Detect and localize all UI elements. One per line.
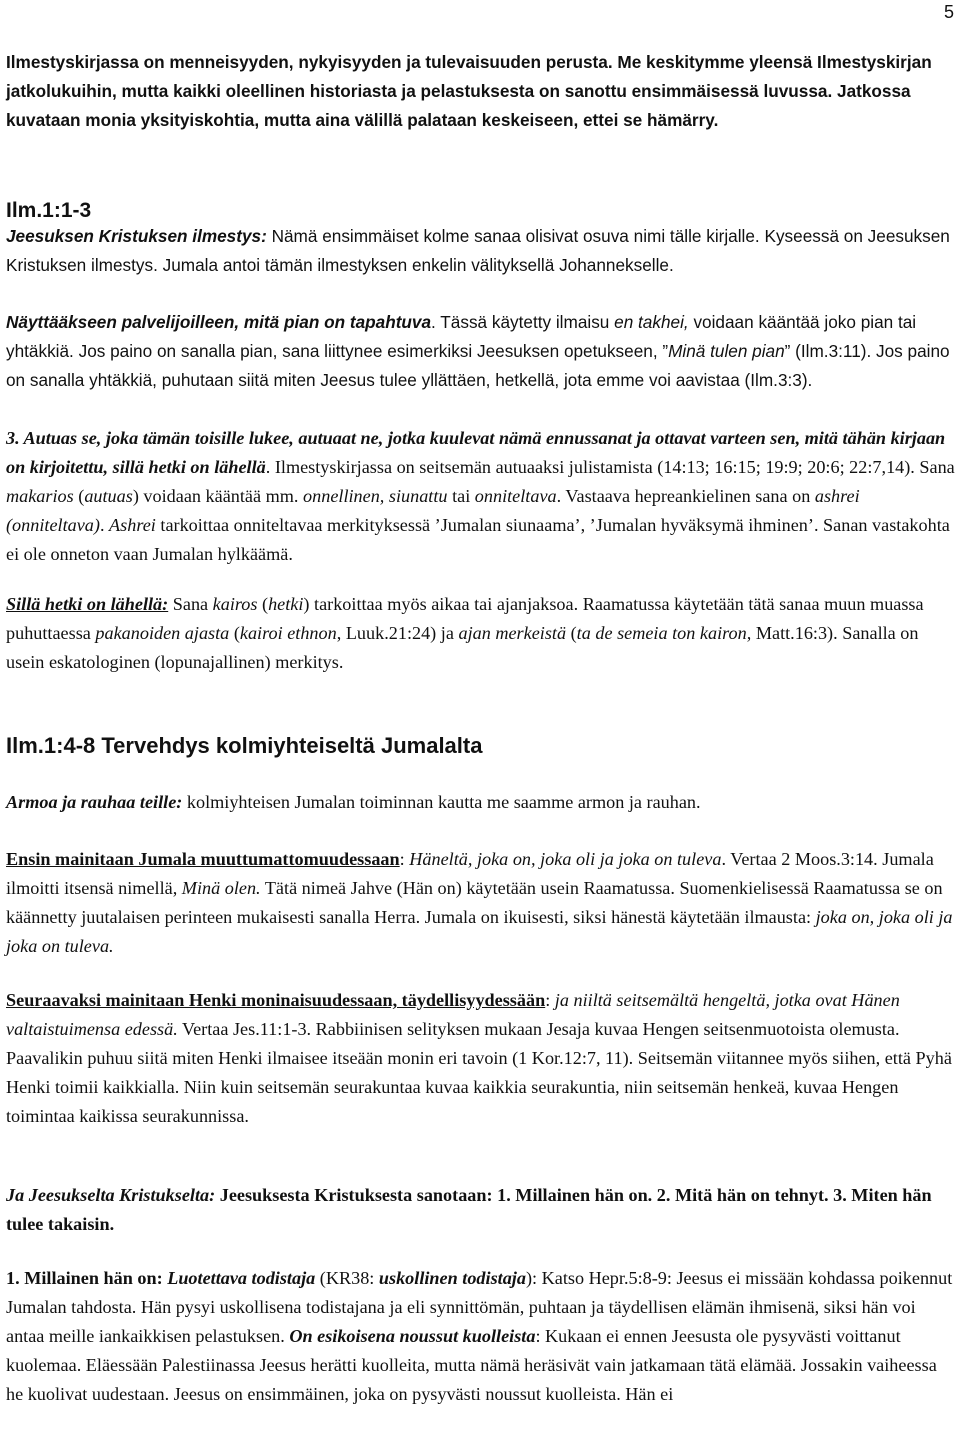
s1-p3-italic-4: onniteltava (474, 486, 557, 506)
s2-p2-italic-2: Minä olen. (181, 878, 261, 898)
s2-p5-lead: 1. Millainen hän on: (6, 1268, 168, 1288)
s2-paragraph-5 (6, 1264, 958, 1409)
s1-p3-term: 3. Autuas se, joka tämän toisille lukee, autuaat ne, jotka kuulevat nämä ennussanat ja ottavat varteen sen, mitä tähän kirjaan on kirjoitettu, sillä hetki on lähellä (6, 428, 946, 477)
s1-paragraph-2 (6, 308, 956, 395)
s2-p2-italic-3: joka on, joka oli ja joka on tuleva. (6, 907, 953, 956)
s2-paragraph-2 (6, 845, 958, 961)
s1-p3-italic-3: onnellinen, siunattu (303, 486, 448, 506)
s1-p1-term: Jeesuksen Kristuksen ilmestys: (6, 226, 267, 246)
s2-p5-term-3: On esikoisena noussut kuolleista (289, 1326, 536, 1346)
page-number: 5 (943, 2, 954, 22)
s1-p2-text-b: voidaan kääntää joko pian tai yhtäkkiä. Jos paino on sanalla pian, sana liittynee esimerkiksi Jeesuksen opetukseen, ” (6, 312, 917, 361)
s2-p5-text-a: (KR38: (315, 1268, 379, 1288)
s1-p4-text-c: ) tarkoittaa myös aikaa tai ajanjaksoa. Raamatussa käytetään tätä sanaa muun muassa puhuttaessa (6, 594, 924, 643)
s2-p3-term: Seuraavaksi mainitaan Henki moninaisuudessaan, täydellisyydessään (6, 990, 546, 1010)
s2-p1-term: Armoa ja rauhaa teille: (6, 792, 183, 812)
s1-p2-text-a: . Tässä käytetty ilmaisu (431, 312, 615, 332)
s2-p5-term-1: Luotettava todistaja (167, 1268, 316, 1288)
s1-p2-term: Näyttääkseen palvelijoilleen, mitä pian on tapahtuva (6, 312, 432, 332)
s1-paragraph-3 (6, 424, 958, 569)
s1-p3-italic-6: Ashrei (109, 515, 156, 535)
s1-p3-text-d: tai (447, 486, 475, 506)
s1-p3-text-b: ( (73, 486, 85, 506)
s2-p4-term: Ja Jeesukselta Kristukselta: (6, 1185, 216, 1205)
s1-p3-text-g: tarkoittaa onniteltavaa merkityksessä ’Jumalan siunaama’, ’Jumalan hyväksymä ihminen’. Sanan vastakohta ei ole onneton vaan Jumalan hylkäämä. (6, 515, 950, 564)
s1-p2-italic-2: Minä tulen pian (668, 341, 785, 361)
s1-p4-text-g: Matt.16:3). Sanalla on usein eskatologinen (lopunajallinen) merkitys. (6, 623, 919, 672)
s2-p3-text-b: Vertaa Jes.11:1-3. Rabbiinisen selityksen mukaan Jesaja kuvaa Hengen seitsenmuotoista olemusta. Paavalikin puhuu siitä miten Henki ilmaisee itseään monin eri tavoin (1 Kor.12:7, 11). Seitsemän viitannee myös siihen, että Pyhä Henki toimii kaikkialla. Niin kuin seitsemän seurakuntaa kuvaa kaikkia seurakuntia, niin seitsemän henkeä, kuvaa Hengen toimintaa kaikissa seurakunnissa. (6, 1019, 952, 1126)
s2-p2-term: Ensin mainitaan Jumala muuttumattomuudessaan (6, 849, 400, 869)
s1-p4-italic-6: ta de semeia ton kairon, (576, 623, 752, 643)
s1-p4-italic-3: pakanoiden ajasta (95, 623, 230, 643)
s1-p4-text-d: ( (229, 623, 240, 643)
s1-p3-italic-5: ashrei (onniteltava) (6, 486, 860, 535)
s1-p3-text-a: . Ilmestyskirjassa on seitsemän autuaaksi julistamista (14:13; 16:15; 19:9; 20:6; 22:7,14). Sana (265, 457, 955, 477)
s2-paragraph-1 (6, 788, 958, 817)
s2-p4-text: Jeesuksesta Kristuksesta sanotaan: 1. Millainen hän on. 2. Mitä hän on tehnyt. 3. Miten hän tulee takaisin. (6, 1185, 932, 1234)
s1-paragraph-1 (6, 222, 956, 280)
s2-p2-text-c: Tätä nimeä Jahve (Hän on) käytetään usein Raamatussa. Suomenkielisessä Raamatussa se on käännetty juutalaisen perinteen mukaisesti sanalla Herra. Jumala on ikuisesti, siksi hänestä käytetään ilmausta: (6, 878, 943, 927)
s1-paragraph-4 (6, 590, 958, 677)
s1-p4-italic-5: ajan merkeistä (458, 623, 567, 643)
s1-p3-italic-1: makarios (6, 486, 74, 506)
s2-paragraph-3 (6, 986, 958, 1131)
intro-text: Ilmestyskirjassa on menneisyyden, nykyisyyden ja tulevaisuuden perusta. Me keskitymme yleensä Ilmestyskirjan jatkolukuihin, mutta kaikki oleellinen historiasta ja pelastuksesta on sanottu ensimmäisessä luvussa. Jatkossa kuvataan monia yksityiskohtia, mutta aina välillä palataan keskeiseen, ettei se hämärry. (6, 52, 932, 130)
s1-p1-text: Nämä ensimmäiset kolme sanaa olisivat osuva nimi tälle kirjalle. Kyseessä on Jeesuksen Kristuksen ilmestys. Jumala antoi tämän ilmestyksen enkelin välityksellä Johannekselle. (6, 226, 950, 275)
s2-p1-text: kolmiyhteisen Jumalan toiminnan kautta me saamme armon ja rauhan. (182, 792, 701, 812)
s1-p4-italic-2: hetki (268, 594, 304, 614)
s1-p4-text-e: , Luuk.21:24) ja (336, 623, 459, 643)
s1-p4-italic-1: kairos (212, 594, 258, 614)
s1-p4-text-b: ( (257, 594, 269, 614)
s1-p3-text-e: . Vastaava hepreankielinen sana on (556, 486, 815, 506)
s2-p3-text-a: : (545, 990, 555, 1010)
s1-p4-term: Sillä hetki on lähellä: (6, 594, 169, 614)
s1-p3-italic-2: autuas (84, 486, 133, 506)
section-heading-1: Ilm.1:1-3 (6, 199, 92, 222)
s2-p3-italic-1: ja niiltä seitsemältä hengeltä, jotka ovat Hänen valtaistuimensa edessä. (6, 990, 900, 1039)
intro-paragraph (6, 48, 954, 135)
s2-p2-italic-1: Häneltä, joka on, joka oli ja joka on tuleva (409, 849, 722, 869)
s1-p2-text-c: ” (Ilm.3:11). Jos paino on sanalla yhtäkkiä, puhutaan siitä miten Jeesus tulee yllättäen, hetkellä, jota emme voi aavistaa (Ilm.3:3). (6, 341, 950, 390)
s1-p2-italic-1: en takhei, (614, 312, 689, 332)
section-heading-2: Ilm.1:4-8 Tervehdys kolmiyhteiseltä Jumalalta (6, 733, 483, 758)
s1-p3-text-f: . (99, 515, 110, 535)
s1-p4-text-f: ( (566, 623, 577, 643)
s1-p3-text-c: ) voidaan kääntää mm. (132, 486, 304, 506)
s1-p4-text-a: Sana (168, 594, 213, 614)
s2-p5-text-c: : Kukaan ei ennen Jeesusta ole pysyvästi voittanut kuolemaa. Eläessään Palestiinassa Jeesus herätti kuolleita, mutta nämä heräsivät vain jatkamaan tätä elämää. Jossakin vaiheessa he kuolivat uudestaan. Jeesus on ensimmäinen, joka on pysyvästi noussut kuolleista. Hän ei (6, 1326, 937, 1404)
s1-p4-italic-4: kairoi ethnon (239, 623, 337, 643)
s2-p2-text-b: . Vertaa 2 Moos.3:14. Jumala ilmoitti itsensä nimellä, (6, 849, 934, 898)
s2-p2-text-a: : (399, 849, 410, 869)
s2-p5-text-b: ): Katso Hepr.5:8-9: Jeesus ei missään kohdassa poikennut Jumalan tahdosta. Hän pysyi uskollisena todistajana ja eli synnittömän, puhtaan ja täydellisen elämän ihmisenä, siksi hän voi antaa meille iankaikkisen pelastuksen. (6, 1268, 953, 1346)
s2-paragraph-4 (6, 1181, 958, 1239)
s2-p5-term-2: uskollinen todistaja (378, 1268, 526, 1288)
